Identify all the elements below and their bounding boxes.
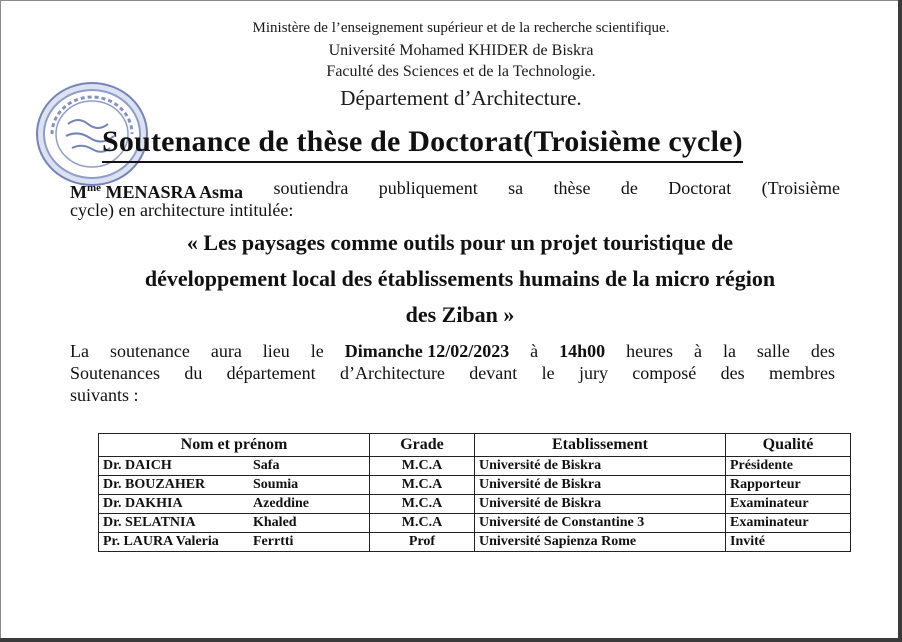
table-row [99,457,851,476]
member-last-name: Dr. SELATNIA [103,515,196,530]
table-header-row [99,434,851,457]
defense-word: d’Architecture [339,363,445,383]
header-ministry: Ministère de l’enseignement supérieur et de la recherche scientifique. [252,20,670,36]
intro-word: soutiendra [273,178,349,198]
table-row [99,476,851,495]
cell-etablissement: Université Sapienza Rome [475,533,726,552]
defense-word: département [226,363,316,383]
defense-word: des [720,363,745,383]
cell-etablissement: Université de Biskra [475,495,726,514]
member-first-name: Soumia [253,477,299,492]
member-first-name: Safa [253,458,280,473]
document-title: Soutenance de thèse de Doctorat(Troisième cycle) [102,123,743,163]
member-first-name: Azeddine [253,496,309,511]
defense-word: aura [210,341,242,361]
defense-word: soutenance [109,341,190,361]
cell-qualite: Examinateur [726,514,851,533]
defense-time: 14h00 [559,341,606,361]
cell-grade: M.C.A [370,514,475,533]
member-first-name: Khaled [253,515,297,530]
intro-word: de [620,178,638,198]
defense-word: des [810,341,835,361]
member-last-name: Dr. BOUZAHER [103,477,206,492]
civility: M [70,182,87,202]
defense-word: lieu [262,341,290,361]
header-university: Université Mohamed KHIDER de Biskra [328,42,594,59]
cell-grade: M.C.A [370,495,475,514]
defense-date: Dimanche 12/02/2023 [344,341,510,361]
cell-grade: M.C.A [370,457,475,476]
civility-sup: me [87,182,102,194]
defense-word: La [70,341,89,361]
defense-word: le [541,363,555,383]
col-header-name: Nom et prénom [99,434,370,457]
candidate-name: MENASRA Asma [105,182,244,202]
intro-word: sa [508,178,524,198]
cell-qualite: Présidente [726,457,851,476]
intro-word: (Troisième [761,178,840,198]
defense-word: heures [626,341,674,361]
defense-word: devant [469,363,518,383]
intro-word: Doctorat [668,178,732,198]
defense-line-1 [70,340,835,362]
thesis-title [60,225,860,333]
cell-etablissement: Université de Constantine 3 [475,514,726,533]
cell-name [99,514,370,533]
member-last-name: Dr. DAKHIA [103,496,183,511]
cell-etablissement: Université de Biskra [475,457,726,476]
defense-line-3: suivants : [70,385,139,405]
intro-word: thèse [553,178,591,198]
member-last-name: Dr. DAICH [103,458,172,473]
defense-paragraph [70,340,835,406]
intro-line-2: cycle) en architecture intitulée: [70,200,294,220]
cell-qualite: Rapporteur [726,476,851,495]
defense-line-2 [70,362,835,384]
cell-grade: Prof [370,533,475,552]
defense-word: le [310,341,324,361]
thesis-title-line: développement local des établissements humains de la micro région [144,266,776,291]
defense-word: composé [632,363,697,383]
defense-word: la [722,341,736,361]
col-header-qualite: Qualité [726,434,851,457]
defense-word: membres [768,363,835,383]
defense-word: jury [578,363,608,383]
cell-qualite: Invité [726,533,851,552]
cell-name [99,476,370,495]
table-row [99,495,851,514]
cell-qualite: Examinateur [726,495,851,514]
thesis-title-line: « Les paysages comme outils pour un projet touristique de [186,230,734,255]
cell-etablissement: Université de Biskra [475,476,726,495]
cell-name [99,533,370,552]
col-header-grade: Grade [370,434,475,457]
col-header-etablissement: Etablissement [475,434,726,457]
defense-word: à [530,341,539,361]
jury-table [98,433,851,552]
defense-word: à [694,341,703,361]
header-faculty: Faculté des Sciences et de la Technologie. [326,63,596,80]
defense-word: salle [756,341,790,361]
member-first-name: Ferrtti [253,534,294,549]
table-row [99,533,851,552]
scan-edge-bottom [0,638,902,642]
member-last-name: Pr. LAURA Valeria [103,534,219,549]
cell-grade: M.C.A [370,476,475,495]
thesis-title-line: des Ziban » [405,302,515,327]
header-department: Département d’Architecture. [340,86,582,110]
defense-word: du [184,363,203,383]
table-row [99,514,851,533]
intro-word: publiquement [378,178,478,198]
cell-name [99,457,370,476]
defense-word: Soutenances [70,363,160,383]
cell-name [99,495,370,514]
